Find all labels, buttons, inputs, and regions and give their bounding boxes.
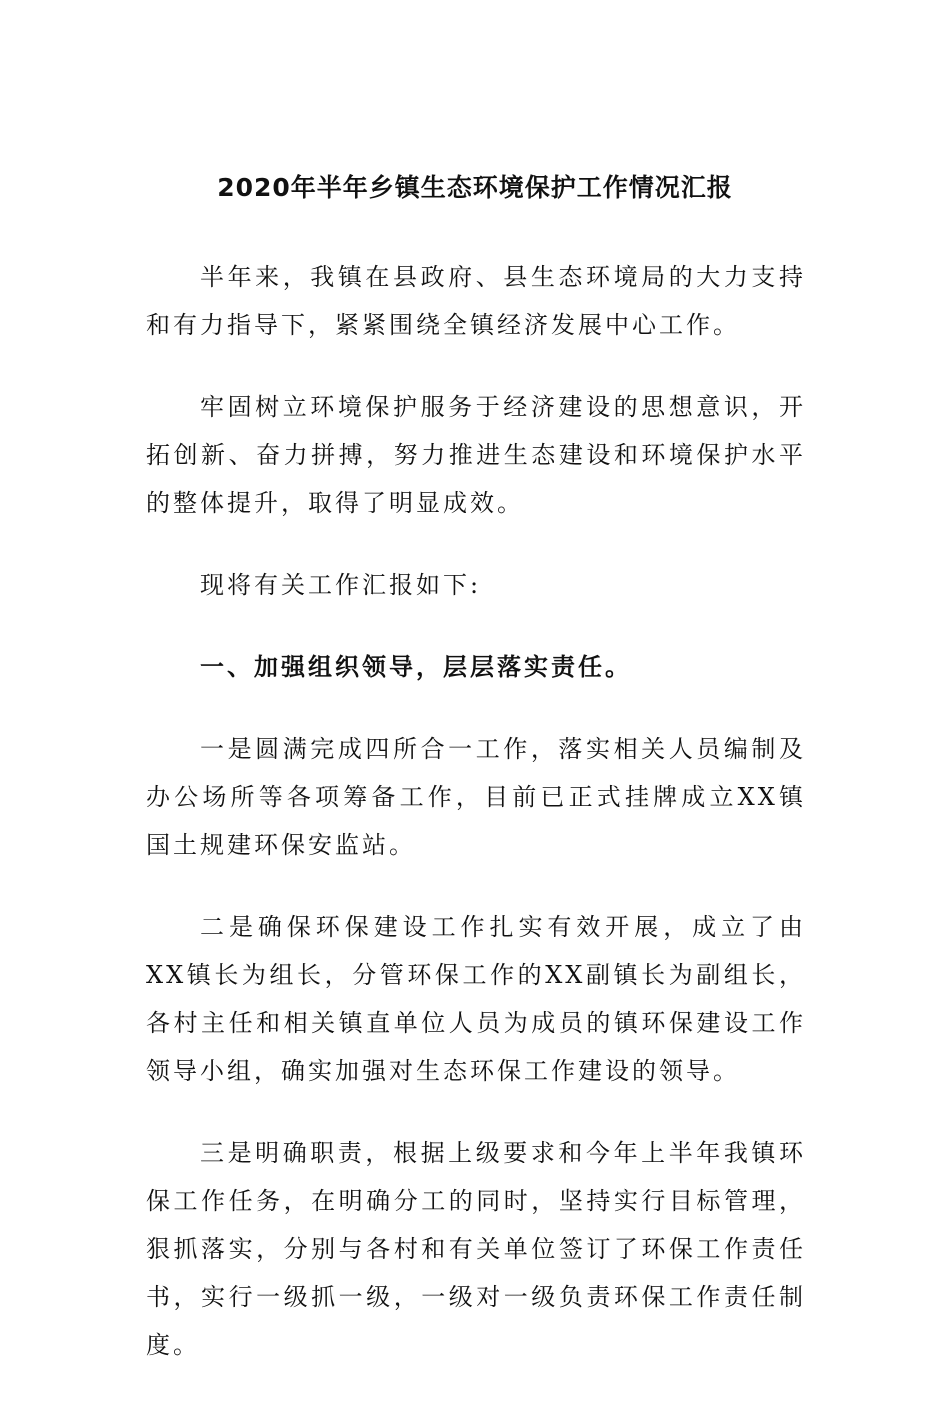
- paragraph-intro: 半年来，我镇在县政府、县生态环境局的大力支持和有力指导下，紧紧围绕全镇经济发展中心工作。: [146, 263, 806, 339]
- paragraph-ideology: 牢固树立环境保护服务于经济建设的思想意识，开拓创新、奋力拼搏，努力推进生态建设和环境保护水平的整体提升，取得了明显成效。: [146, 393, 806, 517]
- paragraph-point-3: 三是明确职责，根据上级要求和今年上半年我镇环保工作任务，在明确分工的同时，坚持实行目标管理，狠抓落实，分别与各村和有关单位签订了环保工作责任书，实行一级抓一级，一级对一级负责环保工作责任制度。: [146, 1139, 806, 1359]
- paragraph-point-1: 一是圆满完成四所合一工作，落实相关人员编制及办公场所等各项筹备工作，目前已正式挂牌成立XX镇国土规建环保安监站。: [146, 735, 806, 859]
- document-body: [146, 253, 806, 1403]
- paragraph-report-lead: 现将有关工作汇报如下:: [200, 571, 482, 599]
- document-title: 2020年半年乡镇生态环境保护工作情况汇报: [217, 173, 733, 202]
- paragraph-point-2: 二是确保环保建设工作扎实有效开展，成立了由XX镇长为组长，分管环保工作的XX副镇长为副组长，各村主任和相关镇直单位人员为成员的镇环保建设工作领导小组，确实加强对生态环保工作建设的领导。: [146, 913, 806, 1085]
- section-heading-1: 一、加强组织领导，层层落实责任。: [200, 653, 632, 681]
